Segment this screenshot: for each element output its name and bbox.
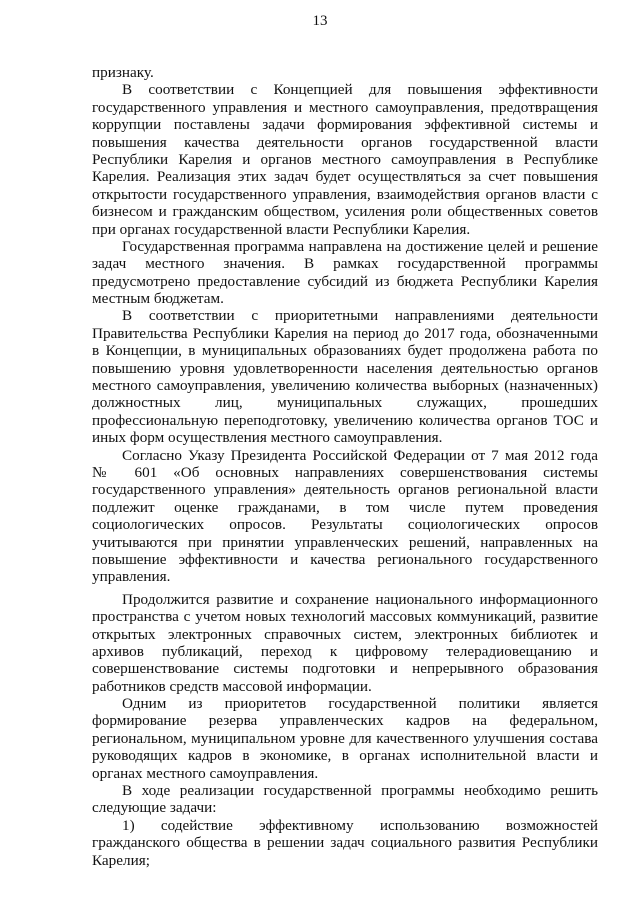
text-line: должностных лиц, муниципальных служащих, прошедших <box>92 394 598 412</box>
document-body <box>92 64 598 869</box>
text-line: учитываются при принятии управленческих решений, направленных на <box>92 533 598 551</box>
text-line: совершенствование системы подготовки и непрерывного образования <box>92 660 598 678</box>
text-line: следующие задачи: <box>92 799 217 817</box>
text-line: В соответствии с Концепцией для повышения эффективности <box>122 81 598 99</box>
text-line: Карелия; <box>92 851 150 869</box>
text-line: повышению уровня удовлетворенности населения деятельностью органов <box>92 359 598 377</box>
text-line: формирование резерва управленческих кадров на федеральном, <box>92 712 598 730</box>
text-line: государственного управления и местного самоуправления, предотвращения <box>92 98 598 116</box>
text-line: задач местного значения. В рамках государственной программы <box>92 255 598 273</box>
text-line: подлежит оценке гражданами, в том числе путем проведения <box>92 498 598 516</box>
text-line: повышение эффективности и качества регионального государственного <box>92 550 598 568</box>
text-line: органах местного самоуправления. <box>92 764 319 782</box>
text-line: региональном, муниципальном уровне для качественного улучшения состава <box>92 729 598 747</box>
text-line: открытых электронных справочных систем, электронных библиотек и <box>92 625 598 643</box>
text-line: местного самоуправления, увеличению количества выборных (назначенных) <box>92 377 598 395</box>
text-line: Продолжится развитие и сохранение национального информационного <box>122 590 598 608</box>
text-line: В ходе реализации государственной программы необходимо решить <box>122 782 598 800</box>
text-line: управления. <box>92 568 171 586</box>
page-number: 13 <box>312 13 328 29</box>
text-line: бизнесом и гражданским обществом, усиления роли общественных советов <box>92 203 598 221</box>
text-line: предусмотрено предоставление субсидий из бюджета Республики Карелия <box>92 272 598 290</box>
text-line: архивов публикаций, переход к цифровому телерадиовещанию и <box>92 642 598 660</box>
text-line: в Концепции, в муниципальных образованиях будет продолжена работа по <box>92 342 598 360</box>
text-line: при органах государственной власти Республики Карелия. <box>92 220 471 238</box>
text-line: руководящих кадров в экономике, в органах исполнительной власти и <box>92 747 598 765</box>
text-line: иных форм осуществления местного самоуправления. <box>92 429 443 447</box>
text-line: признаку. <box>92 64 154 81</box>
text-line: пространства с учетом новых технологий массовых коммуникаций, развитие <box>92 608 598 626</box>
text-line: местным бюджетам. <box>92 290 224 308</box>
text-line: профессиональную переподготовку, увеличению количества органов ТОС и <box>92 411 598 429</box>
text-line: Правительства Республики Карелия на период до 2017 года, обозначенными <box>92 324 598 342</box>
text-line: открытости государственного управления, взаимодействия органов власти с <box>92 185 598 203</box>
text-line: гражданского общества в решении задач социального развития Республики <box>92 834 598 852</box>
text-line: № 601 «Об основных направлениях совершенствования системы <box>92 463 598 481</box>
text-line: В соответствии с приоритетными направлениями деятельности <box>122 307 598 325</box>
text-line: Государственная программа направлена на достижение целей и решение <box>122 237 598 255</box>
text-line: Карелия. Реализация этих задач будет осуществляться за счет повышения <box>92 168 598 186</box>
text-line: Одним из приоритетов государственной политики является <box>122 695 598 713</box>
text-line: 1) содействие эффективному использованию возможностей <box>122 816 598 834</box>
text-line: социологических опросов. Результаты социологических опросов <box>92 516 598 534</box>
text-line: повышения качества деятельности органов государственной власти <box>92 133 598 151</box>
text-line: Согласно Указу Президента Российской Федерации от 7 мая 2012 года <box>122 446 598 464</box>
text-line: работников средств массовой информации. <box>92 677 372 695</box>
text-line: коррупции поставлены задачи формирования эффективной системы и <box>92 116 598 134</box>
text-line: Республики Карелия и органов местного самоуправления в Республике <box>92 150 598 168</box>
text-line: государственного управления» деятельность органов региональной власти <box>92 481 598 499</box>
